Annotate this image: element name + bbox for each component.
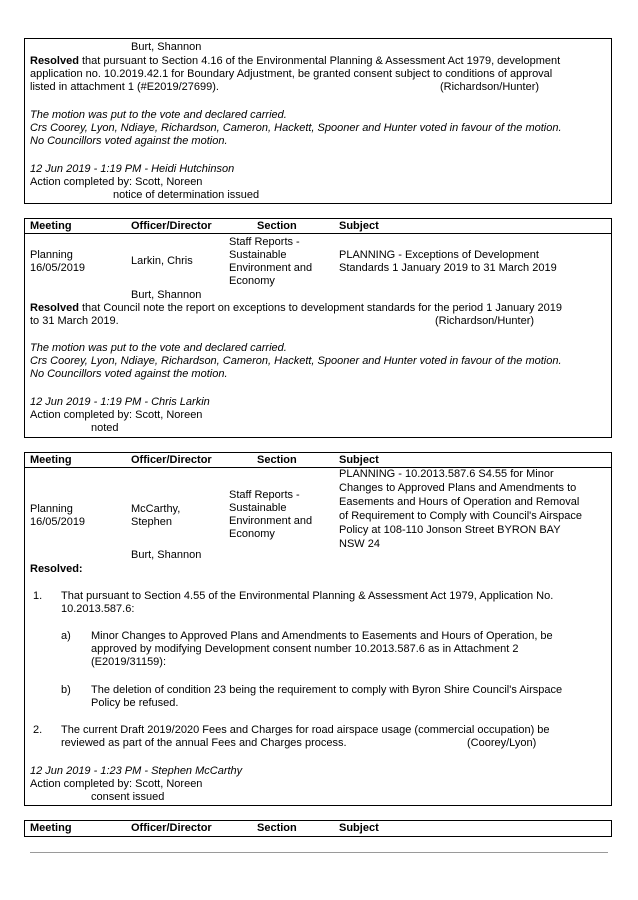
table-header (25, 219, 611, 234)
director-name: Burt, Shannon (131, 289, 202, 301)
item-2-number: 2. (33, 724, 43, 736)
votes-for: Crs Coorey, Lyon, Ndiaye, Richardson, Cameron, Hackett, Spooner and Hunter voted in favour of the motion. (30, 355, 562, 367)
section-line-4: Economy (229, 275, 275, 287)
resolution-line-1 (30, 55, 603, 69)
motion-carried: The motion was put to the vote and declared carried. (30, 109, 287, 121)
votes-against: No Councillors voted against the motion. (30, 368, 228, 380)
action-completed-by: Action completed by: Scott, Noreen (30, 778, 203, 790)
header-subject: Subject (339, 454, 379, 466)
subject-line-2: Changes to Approved Plans and Amendments to (339, 482, 577, 494)
header-officer: Officer/Director (131, 220, 212, 232)
section-line-2: Sustainable (229, 249, 287, 261)
resolved-label: Resolved: (30, 563, 83, 575)
header-meeting: Meeting (30, 822, 72, 834)
officer-name-1: McCarthy, (131, 503, 181, 515)
movers: (Coorey/Lyon) (467, 737, 537, 749)
action-timestamp: 12 Jun 2019 - 1:19 PM - Heidi Hutchinson (30, 163, 235, 175)
action-note: consent issued (91, 791, 165, 803)
subject-line-5: Policy at 108-110 Jonson Street BYRON BAY (339, 524, 561, 536)
resolution-text: that pursuant to Section 4.16 of the Environmental Planning & Assessment Act 1979, development (78, 55, 561, 67)
action-note: notice of determination issued (113, 189, 260, 201)
resolution-block-3 (24, 452, 612, 806)
subject-line-4: of Requirement to Comply with Council's Airspace (339, 510, 582, 522)
resolution-block-2 (24, 218, 612, 438)
motion-carried: The motion was put to the vote and declared carried. (30, 342, 287, 354)
item-1-line-2: 10.2013.587.6: (61, 603, 135, 615)
header-section: Section (257, 454, 297, 466)
subject-line-6: NSW 24 (339, 538, 380, 550)
resolution-text: to 31 March 2019. (30, 315, 119, 327)
header-section: Section (257, 822, 297, 834)
section-line-3: Environment and (229, 515, 313, 527)
header-subject: Subject (339, 822, 379, 834)
meeting-date: 16/05/2019 (30, 262, 86, 274)
resolved-label: Resolved (30, 302, 79, 314)
subject-line-2: Standards 1 January 2019 to 31 March 2019 (339, 262, 557, 274)
section-line-2: Sustainable (229, 502, 287, 514)
resolution-text: listed in attachment 1 (#E2019/27699). (30, 81, 219, 93)
section-line-1: Staff Reports - (229, 236, 300, 248)
table-header (25, 821, 611, 835)
header-officer: Officer/Director (131, 822, 212, 834)
item-a-line-2: approved by modifying Development consent number 10.2013.587.6 as in Attachment 2 (91, 643, 519, 655)
votes-for: Crs Coorey, Lyon, Ndiaye, Richardson, Cameron, Hackett, Spooner and Hunter voted in favour of the motion. (30, 122, 562, 134)
section-line-4: Economy (229, 528, 275, 540)
action-completed-by: Action completed by: Scott, Noreen (30, 176, 203, 188)
table-header (25, 453, 611, 468)
director-name: Burt, Shannon (131, 549, 202, 561)
officer-name: Burt, Shannon (131, 41, 202, 53)
movers: (Richardson/Hunter) (440, 81, 540, 93)
action-timestamp: 12 Jun 2019 - 1:19 PM - Chris Larkin (30, 396, 210, 408)
action-timestamp: 12 Jun 2019 - 1:23 PM - Stephen McCarthy (30, 765, 243, 777)
resolution-block-4 (24, 820, 612, 837)
section-line-3: Environment and (229, 262, 313, 274)
meeting-date: 16/05/2019 (30, 516, 86, 528)
movers: (Richardson/Hunter) (435, 315, 535, 327)
subject-line-1: PLANNING - Exceptions of Development (339, 249, 539, 261)
resolved-label: Resolved (30, 55, 79, 67)
item-b-label: b) (61, 684, 71, 696)
subject-line-1: PLANNING - 10.2013.587.6 S4.55 for Minor (339, 468, 554, 480)
meeting-name: Planning (30, 249, 73, 261)
item-b-line-2: Policy be refused. (91, 697, 179, 709)
votes-against: No Councillors voted against the motion. (30, 135, 228, 147)
resolution-line-2: application no. 10.2019.42.1 for Boundary Adjustment, be granted consent subject to conditions of approval (30, 68, 553, 80)
meeting-name: Planning (30, 503, 73, 515)
officer-name-2: Stephen (131, 516, 172, 528)
resolution-line-3 (30, 81, 603, 95)
page-footer-divider (30, 852, 608, 853)
subject-line-3: Easements and Hours of Operation and Removal (339, 496, 580, 508)
resolution-text: that Council note the report on exceptions to development standards for the period 1 January 2019 (78, 302, 563, 314)
header-subject: Subject (339, 220, 379, 232)
item-1-number: 1. (33, 590, 43, 602)
action-note: noted (91, 422, 119, 434)
section-line-1: Staff Reports - (229, 489, 300, 501)
header-officer: Officer/Director (131, 454, 212, 466)
officer-name: Larkin, Chris (131, 255, 193, 267)
item-2-line-1: The current Draft 2019/2020 Fees and Charges for road airspace usage (commercial occupation) be (61, 724, 550, 736)
header-meeting: Meeting (30, 454, 72, 466)
item-a-label: a) (61, 630, 71, 642)
action-completed-by: Action completed by: Scott, Noreen (30, 409, 203, 421)
item-1-line-1: That pursuant to Section 4.55 of the Environmental Planning & Assessment Act 1979, Application No. (61, 590, 554, 602)
header-meeting: Meeting (30, 220, 72, 232)
item-2-line-2: reviewed as part of the annual Fees and Charges process. (61, 737, 347, 749)
resolution-line-1 (30, 302, 603, 316)
header-section: Section (257, 220, 297, 232)
item-a-line-3: (E2019/31159): (91, 656, 167, 668)
item-a-line-1: Minor Changes to Approved Plans and Amendments to Easements and Hours of Operation, be (91, 630, 553, 642)
resolution-block-1 (24, 38, 612, 204)
item-b-line-1: The deletion of condition 23 being the requirement to comply with Byron Shire Council's Airspace (91, 684, 563, 696)
resolution-line-2 (30, 315, 603, 329)
